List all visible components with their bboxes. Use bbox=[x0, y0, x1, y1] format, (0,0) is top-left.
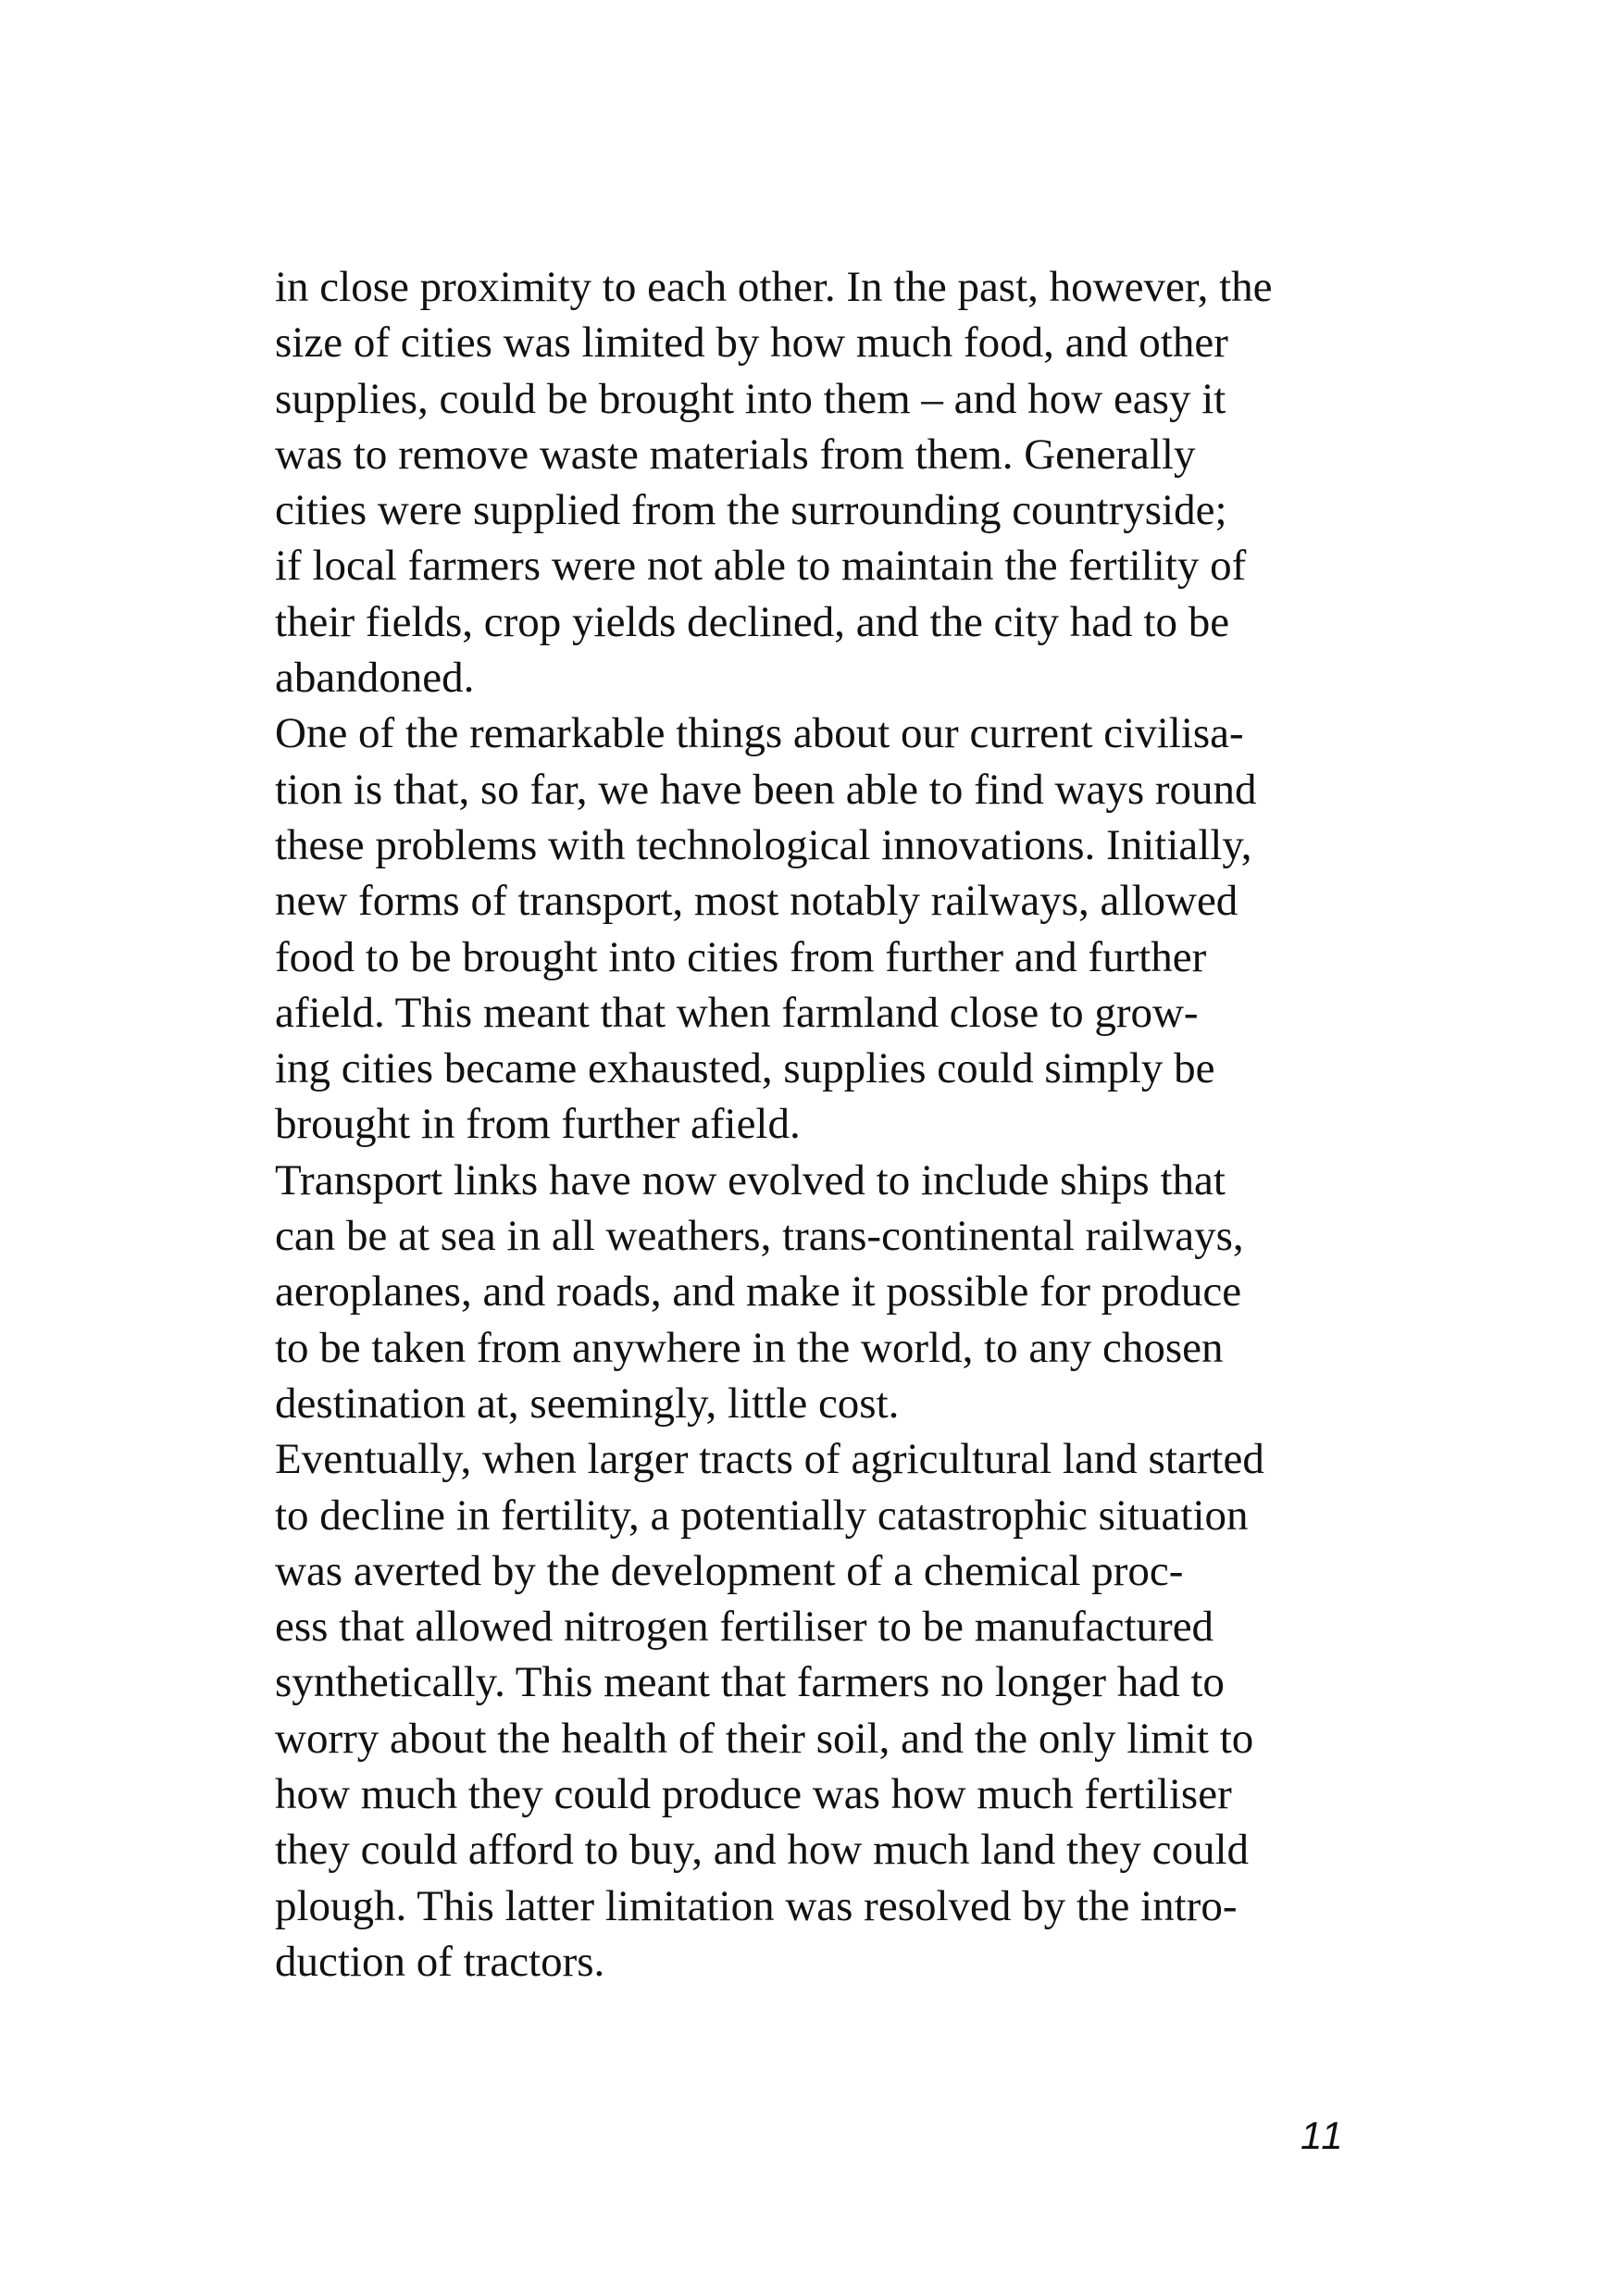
text-line: was to remove waste materials from them. Generally bbox=[275, 430, 1196, 479]
text-line: to decline in fertility, a potentially catastrophic situation bbox=[275, 1491, 1249, 1540]
paragraph-3 bbox=[275, 1153, 1349, 1431]
text-line: ess that allowed nitrogen fertiliser to be manufactured bbox=[275, 1603, 1214, 1652]
text-line: their fields, crop yields declined, and the city had to be bbox=[275, 597, 1230, 646]
text-line: brought in from further afield. bbox=[275, 1100, 801, 1149]
text-line: abandoned. bbox=[275, 654, 475, 703]
text-line: worry about the health of their soil, and the only limit to bbox=[275, 1714, 1254, 1763]
text-line: in close proximity to each other. In the past, however, the bbox=[275, 263, 1273, 311]
text-line: to be taken from anywhere in the world, to any chosen bbox=[275, 1323, 1224, 1372]
text-line: these problems with technological innovations. Initially, bbox=[275, 820, 1252, 869]
text-line: food to be brought into cities from further and further bbox=[275, 932, 1207, 981]
text-line: Eventually, when larger tracts of agricultural land started bbox=[275, 1435, 1264, 1484]
paragraph-2 bbox=[275, 705, 1349, 1152]
text-line: plough. This latter limitation was resolved by the intro- bbox=[275, 1881, 1238, 1930]
page-number: 11 bbox=[1301, 2114, 1345, 2157]
body-text bbox=[275, 259, 1349, 1990]
text-line: Transport links have now evolved to include ships that bbox=[275, 1155, 1226, 1204]
text-line: tion is that, so far, we have been able to find ways round bbox=[275, 765, 1257, 814]
text-line: synthetically. This meant that farmers no longer had to bbox=[275, 1658, 1225, 1707]
paragraph-4 bbox=[275, 1431, 1349, 1990]
text-line: afield. This meant that when farmland close to grow- bbox=[275, 988, 1199, 1037]
paragraph-1 bbox=[275, 259, 1349, 705]
text-line: size of cities was limited by how much food, and other bbox=[275, 318, 1228, 368]
text-line: was averted by the development of a chemical proc- bbox=[275, 1546, 1184, 1595]
text-line: if local farmers were not able to maintain the fertility of bbox=[275, 542, 1247, 591]
text-line: One of the remarkable things about our current civilisa- bbox=[275, 709, 1244, 758]
text-line: aeroplanes, and roads, and make it possible for produce bbox=[275, 1267, 1242, 1316]
text-line: they could afford to buy, and how much land they could bbox=[275, 1826, 1250, 1875]
text-line: duction of tractors. bbox=[275, 1937, 605, 1986]
text-line: destination at, seemingly, little cost. bbox=[275, 1379, 900, 1428]
text-line: new forms of transport, most notably railways, allowed bbox=[275, 877, 1238, 926]
text-line: how much they could produce was how much fertiliser bbox=[275, 1770, 1232, 1819]
text-line: cities were supplied from the surrounding countryside; bbox=[275, 486, 1227, 535]
text-line: can be at sea in all weathers, trans-continental railways, bbox=[275, 1212, 1244, 1261]
text-line: ing cities became exhausted, supplies could simply be bbox=[275, 1044, 1215, 1093]
text-line: supplies, could be brought into them – and how easy it bbox=[275, 374, 1226, 423]
